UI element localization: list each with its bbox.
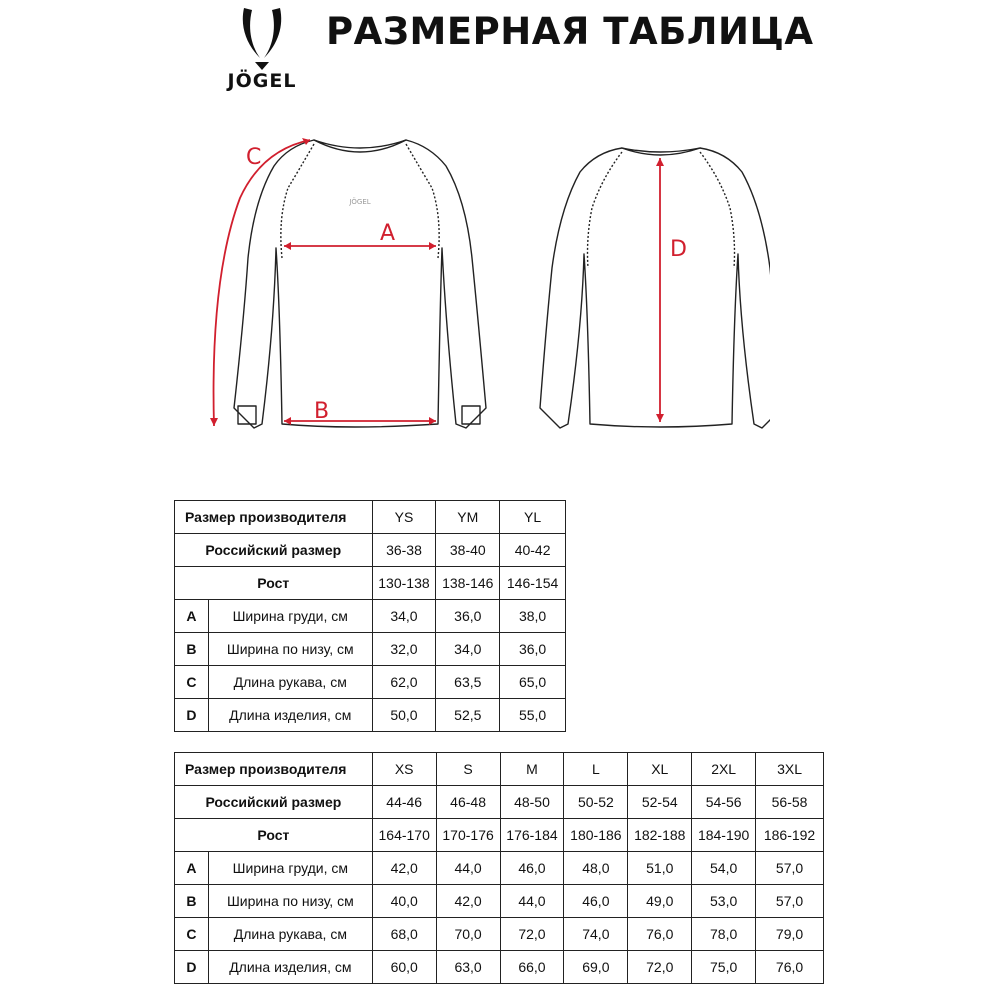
- value-cell: 76,0: [756, 951, 824, 984]
- value-cell: 75,0: [692, 951, 756, 984]
- value-cell: 180-186: [564, 819, 628, 852]
- value-cell: 164-170: [372, 819, 436, 852]
- value-cell: 34,0: [436, 633, 500, 666]
- param-label: Ширина по низу, см: [208, 885, 372, 918]
- russian-size-label: Российский размер: [175, 786, 373, 819]
- table-row: [175, 918, 824, 951]
- value-cell: 52,5: [436, 699, 500, 732]
- table-row: [175, 666, 566, 699]
- brand-logo: [216, 6, 308, 96]
- value-cell: 60,0: [372, 951, 436, 984]
- measure-label-c: C: [246, 145, 262, 170]
- value-cell: 52-54: [628, 786, 692, 819]
- value-cell: 78,0: [692, 918, 756, 951]
- param-label: Длина изделия, см: [208, 951, 372, 984]
- size-cell: YL: [500, 501, 566, 534]
- value-cell: 138-146: [436, 567, 500, 600]
- table-row: [175, 852, 824, 885]
- brand-emblem-icon: [238, 6, 286, 70]
- size-cell: YS: [372, 501, 436, 534]
- table-row: [175, 699, 566, 732]
- value-cell: 66,0: [500, 951, 564, 984]
- param-label: Длина рукава, см: [208, 918, 372, 951]
- value-cell: 56-58: [756, 786, 824, 819]
- value-cell: 186-192: [756, 819, 824, 852]
- value-cell: 57,0: [756, 852, 824, 885]
- table-row: [175, 567, 566, 600]
- row-letter: A: [175, 600, 209, 633]
- row-letter: C: [175, 666, 209, 699]
- value-cell: 48,0: [564, 852, 628, 885]
- value-cell: 44,0: [436, 852, 500, 885]
- size-cell: 3XL: [756, 753, 824, 786]
- measure-label-b: B: [314, 399, 330, 424]
- row-letter: D: [175, 699, 209, 732]
- value-cell: 49,0: [628, 885, 692, 918]
- value-cell: 38-40: [436, 534, 500, 567]
- table-row: [175, 633, 566, 666]
- page-title: РАЗМЕРНАЯ ТАБЛИЦА: [326, 10, 814, 53]
- measure-label-a: A: [380, 221, 396, 246]
- value-cell: 63,0: [436, 951, 500, 984]
- height-label: Рост: [175, 567, 373, 600]
- table-row: [175, 885, 824, 918]
- value-cell: 51,0: [628, 852, 692, 885]
- size-cell: XS: [372, 753, 436, 786]
- value-cell: 76,0: [628, 918, 692, 951]
- value-cell: 50-52: [564, 786, 628, 819]
- table-row: [175, 786, 824, 819]
- header-label: Размер производителя: [175, 753, 373, 786]
- brand-name: JÖGEL: [227, 70, 297, 92]
- value-cell: 36-38: [372, 534, 436, 567]
- param-label: Ширина груди, см: [208, 852, 372, 885]
- value-cell: 130-138: [372, 567, 436, 600]
- size-table-junior: [174, 500, 566, 732]
- size-cell: L: [564, 753, 628, 786]
- value-cell: 46,0: [500, 852, 564, 885]
- height-label: Рост: [175, 819, 373, 852]
- value-cell: 182-188: [628, 819, 692, 852]
- value-cell: 42,0: [436, 885, 500, 918]
- value-cell: 36,0: [500, 633, 566, 666]
- value-cell: 40,0: [372, 885, 436, 918]
- value-cell: 69,0: [564, 951, 628, 984]
- value-cell: 46,0: [564, 885, 628, 918]
- value-cell: 170-176: [436, 819, 500, 852]
- value-cell: 68,0: [372, 918, 436, 951]
- size-cell: YM: [436, 501, 500, 534]
- table-row: [175, 819, 824, 852]
- value-cell: 50,0: [372, 699, 436, 732]
- param-label: Длина изделия, см: [208, 699, 372, 732]
- value-cell: 53,0: [692, 885, 756, 918]
- size-cell: M: [500, 753, 564, 786]
- value-cell: 72,0: [628, 951, 692, 984]
- shirt-back: [540, 148, 770, 428]
- row-letter: D: [175, 951, 209, 984]
- size-cell: 2XL: [692, 753, 756, 786]
- value-cell: 44,0: [500, 885, 564, 918]
- value-cell: 79,0: [756, 918, 824, 951]
- size-cell: S: [436, 753, 500, 786]
- value-cell: 44-46: [372, 786, 436, 819]
- value-cell: 70,0: [436, 918, 500, 951]
- value-cell: 63,5: [436, 666, 500, 699]
- param-label: Ширина груди, см: [208, 600, 372, 633]
- value-cell: 48-50: [500, 786, 564, 819]
- value-cell: 42,0: [372, 852, 436, 885]
- measure-label-d: D: [670, 237, 687, 262]
- shirt-front: [234, 140, 486, 428]
- value-cell: 54,0: [692, 852, 756, 885]
- table-row: [175, 951, 824, 984]
- value-cell: 46-48: [436, 786, 500, 819]
- value-cell: 65,0: [500, 666, 566, 699]
- value-cell: 184-190: [692, 819, 756, 852]
- shirt-logo-text: JÖGEL: [349, 198, 371, 206]
- table-row: [175, 753, 824, 786]
- size-cell: XL: [628, 753, 692, 786]
- table-row: [175, 534, 566, 567]
- value-cell: 34,0: [372, 600, 436, 633]
- value-cell: 36,0: [436, 600, 500, 633]
- row-letter: A: [175, 852, 209, 885]
- size-table-adult: [174, 752, 824, 984]
- value-cell: 72,0: [500, 918, 564, 951]
- value-cell: 74,0: [564, 918, 628, 951]
- value-cell: 40-42: [500, 534, 566, 567]
- value-cell: 176-184: [500, 819, 564, 852]
- value-cell: 54-56: [692, 786, 756, 819]
- row-letter: B: [175, 633, 209, 666]
- param-label: Длина рукава, см: [208, 666, 372, 699]
- header-label: Размер производителя: [175, 501, 373, 534]
- garment-diagram: [190, 128, 770, 438]
- value-cell: 57,0: [756, 885, 824, 918]
- value-cell: 62,0: [372, 666, 436, 699]
- value-cell: 38,0: [500, 600, 566, 633]
- value-cell: 55,0: [500, 699, 566, 732]
- row-letter: B: [175, 885, 209, 918]
- table-row: [175, 600, 566, 633]
- param-label: Ширина по низу, см: [208, 633, 372, 666]
- table-row: [175, 501, 566, 534]
- russian-size-label: Российский размер: [175, 534, 373, 567]
- row-letter: C: [175, 918, 209, 951]
- value-cell: 146-154: [500, 567, 566, 600]
- value-cell: 32,0: [372, 633, 436, 666]
